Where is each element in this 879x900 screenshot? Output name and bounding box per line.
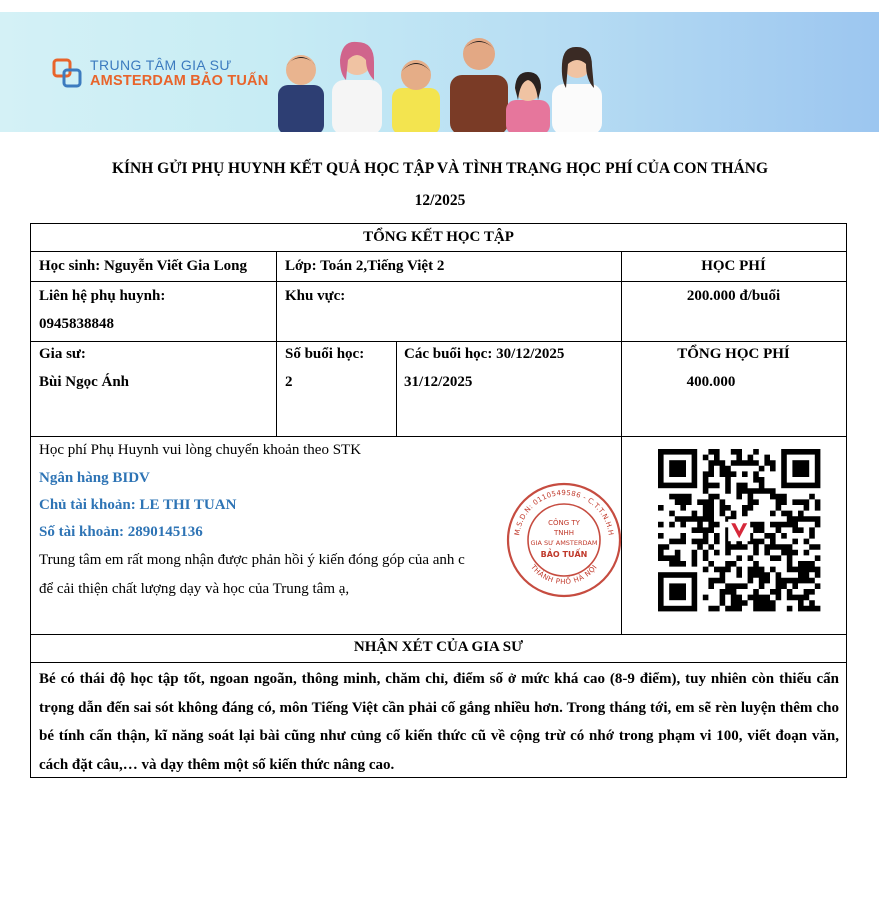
- bank-name: Ngân hàng BIDV: [39, 470, 150, 486]
- company-stamp-icon: [505, 481, 623, 599]
- sessions-count: 2: [285, 374, 293, 390]
- tutor-name: Bùi Ngọc Ánh: [39, 374, 130, 390]
- fee-per-session: 200.000 đ/buổi: [686, 288, 781, 304]
- svg-text:CÔNG TY: CÔNG TY: [548, 519, 580, 527]
- banner-people-photo: [270, 30, 610, 132]
- student-name: Học sinh: Nguyễn Viết Gia Long: [39, 258, 247, 274]
- svg-text:BẢO TUẤN: BẢO TUẤN: [540, 550, 588, 559]
- payment-instruction: Học phí Phụ Huynh vui lòng chuyển khoản theo STK: [39, 442, 362, 458]
- report-title-month: 12/2025: [414, 192, 466, 209]
- session-dates-2: 31/12/2025: [404, 374, 473, 390]
- center-logo-icon: [52, 58, 82, 88]
- tutor-label: Gia sư:: [39, 346, 86, 362]
- account-number: Số tài khoản: 2890145136: [39, 524, 203, 540]
- session-dates-label: Các buổi học: 30/12/2025: [404, 346, 565, 362]
- account-holder: Chủ tài khoản: LE THI TUAN: [39, 497, 237, 513]
- parent-phone: 0945838848: [39, 316, 114, 332]
- total-fee-label: TỔNG HỌC PHÍ: [677, 346, 790, 362]
- tutor-review-text: Bé có thái độ học tập tốt, ngoan ngoãn, thông minh, chăm chỉ, điểm số ở mức khá cao (8-9 điểm), tuy nhiên còn thiếu cẩn trọng dẫn đến sai sót không đáng có, môn Tiếng Việt cần phải cố gắng nhiều hơn. Trong tháng tới, em sẽ rèn luyện thêm cho bé tính cẩn thận, kĩ năng soát lại bài cũng như củng cố kiến thức cũ về cộng trừ có nhớ trong phạm vi 100, viết đoạn văn, cách đặt câu,… và dạy thêm một số kiến thức nâng cao.: [39, 671, 839, 773]
- center-name-line2: AMSTERDAM BẢO TUẤN: [90, 73, 269, 89]
- report-title-line1: KÍNH GỬI PHỤ HUYNH KẾT QUẢ HỌC TẬP VÀ TÌNH TRẠNG HỌC PHÍ CỦA CON THÁNG: [111, 160, 769, 177]
- summary-title: TỔNG KẾT HỌC TẬP: [363, 229, 514, 245]
- svg-text:M.S.D.N: 0110549586 - C.T.T.N.: M.S.D.N: 0110549586 - C.T.T.N.H.H: [513, 488, 615, 537]
- review-title: NHẬN XÉT CỦA GIA SƯ: [353, 639, 524, 655]
- total-fee-value: 400.000: [686, 374, 736, 390]
- feedback-request-line2: để cải thiện chất lượng dạy và học của Trung tâm ạ,: [39, 581, 350, 597]
- parent-contact-label: Liên hệ phụ huynh:: [39, 288, 166, 304]
- fee-header: HỌC PHÍ: [701, 258, 766, 274]
- header-banner: [0, 12, 879, 132]
- class-subjects: Lớp: Toán 2,Tiếng Việt 2: [285, 258, 445, 274]
- svg-text:THÀNH PHỐ HÀ NỘI: THÀNH PHỐ HÀ NỘI: [529, 563, 599, 587]
- report-table: [30, 223, 847, 778]
- svg-text:GIA SƯ AMSTERDAM: GIA SƯ AMSTERDAM: [530, 539, 598, 547]
- svg-text:TNHH: TNHH: [553, 529, 575, 537]
- payment-qr-code-icon: [652, 443, 823, 616]
- sessions-label: Số buổi học:: [285, 346, 365, 362]
- center-name-line1: TRUNG TÂM GIA SƯ: [90, 57, 232, 73]
- area-label: Khu vực:: [285, 288, 346, 304]
- feedback-request-line1: Trung tâm em rất mong nhận được phản hồi ý kiến đóng góp của anh c: [39, 552, 465, 568]
